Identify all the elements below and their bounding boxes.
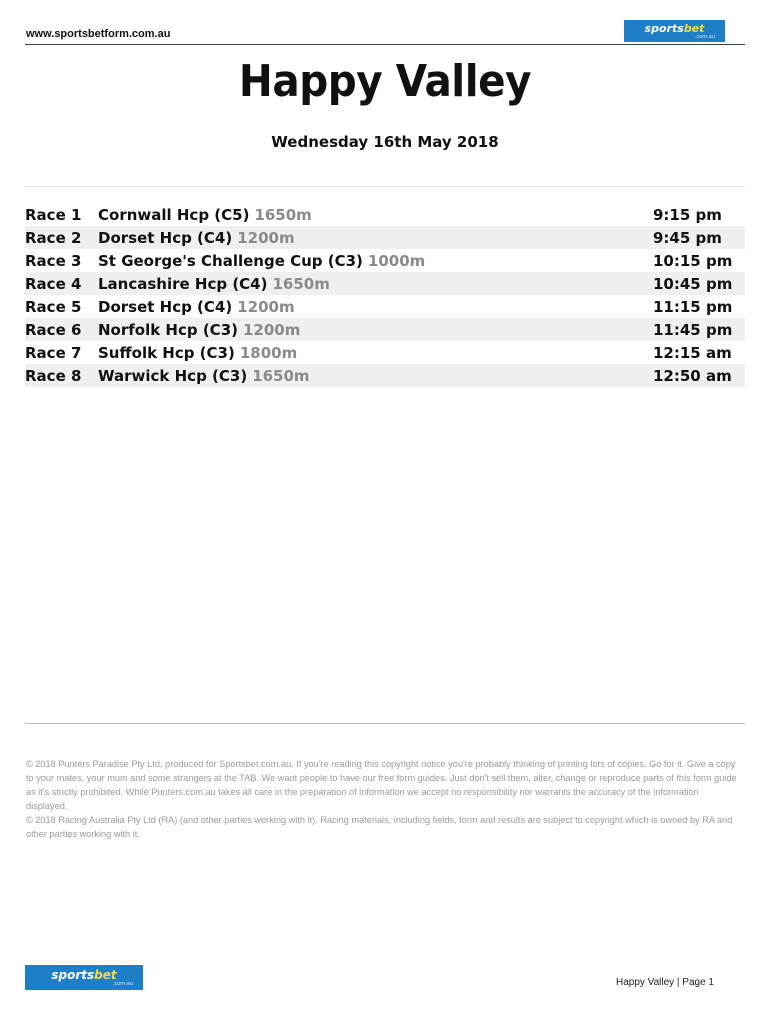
copyright-paragraph: © 2018 Punters Paradise Pty Ltd, produced for Sportsbet.com.au. If you're reading this copyright notice you're probably thinking of printing lots of copies. Go for it. Give a copy to your mates, your mum and some strangers at the TAB. We want people to have our free form guides. Just don't sell them, alter, change or reproduce parts of this form guide as it's strictly prohibited. While Punters.com.au takes all care in the preparation of information we accept no responsibility nor warrants the accuracy of the information displayed.	[26, 759, 737, 811]
race-name: Dorset Hcp (C4)	[98, 297, 233, 316]
race-name-cell	[98, 275, 653, 293]
race-row	[25, 226, 745, 249]
race-distance: 1650m	[254, 205, 312, 224]
race-distance: 1200m	[237, 228, 295, 247]
race-row	[25, 341, 745, 364]
race-time: 9:45 pm	[653, 228, 722, 247]
race-time: 9:15 pm	[653, 205, 722, 224]
race-number: Race 8	[25, 366, 82, 385]
race-number: Race 4	[25, 274, 82, 293]
sportsbet-logo-footer	[25, 965, 143, 990]
race-row	[25, 295, 745, 318]
race-row	[25, 272, 745, 295]
race-name: St George's Challenge Cup (C3)	[98, 251, 363, 270]
race-row	[25, 318, 745, 341]
race-distance: 1200m	[243, 320, 301, 339]
race-name: Cornwall Hcp (C5)	[98, 205, 250, 224]
race-distance: 1000m	[367, 251, 426, 270]
race-time: 10:45 pm	[653, 274, 733, 293]
race-row	[25, 364, 745, 387]
race-row	[25, 249, 745, 272]
race-time: 12:50 am	[653, 366, 732, 385]
race-name-cell	[98, 344, 653, 362]
logo-text-bet: bet	[683, 22, 705, 35]
race-distance: 1800m	[239, 343, 298, 362]
race-time: 10:15 pm	[653, 251, 733, 270]
site-url[interactable]: www.sportsbetform.com.au	[26, 28, 171, 40]
race-time: 11:45 pm	[653, 320, 733, 339]
race-name-cell	[98, 298, 653, 316]
race-name-cell	[98, 321, 653, 339]
race-name: Norfolk Hcp (C3)	[98, 320, 238, 339]
logo-text-sports: sports	[51, 968, 95, 982]
page-footer-label: Happy Valley | Page 1	[615, 977, 714, 988]
race-name-cell	[98, 367, 653, 385]
race-list	[25, 203, 745, 387]
race-distance: 1650m	[272, 274, 330, 293]
logo-text-bet: bet	[94, 968, 117, 982]
header-divider	[25, 44, 745, 45]
race-name: Dorset Hcp (C4)	[98, 228, 233, 247]
logo-subtext: .com.au	[694, 34, 715, 40]
meeting-date: Wednesday 16th May 2018	[271, 133, 499, 151]
race-name: Suffolk Hcp (C3)	[98, 343, 235, 362]
logo-text-sports: sports	[644, 22, 684, 35]
race-number: Race 7	[25, 343, 82, 362]
race-number: Race 2	[25, 228, 82, 247]
copyright-paragraph: © 2018 Racing Australia Pty Ltd (RA) (and other parties working with it). Racing materials, including fields, form and results are subject to copyright which is owned by RA and other parties working with it.	[26, 815, 733, 839]
title-divider	[25, 186, 745, 187]
race-distance: 1200m	[237, 297, 295, 316]
page-title: Happy Valley	[238, 56, 532, 107]
race-time: 12:15 am	[653, 343, 732, 362]
race-time: 11:15 pm	[653, 297, 733, 316]
race-number: Race 3	[25, 251, 82, 270]
race-name: Lancashire Hcp (C4)	[98, 274, 268, 293]
logo-subtext: .com.au	[112, 981, 133, 987]
race-row	[25, 203, 745, 226]
race-name-cell	[98, 252, 653, 270]
race-name: Warwick Hcp (C3)	[98, 366, 248, 385]
footer-divider	[25, 723, 745, 724]
race-number: Race 5	[25, 297, 82, 316]
race-name-cell	[98, 206, 653, 224]
race-name-cell	[98, 229, 653, 247]
race-number: Race 6	[25, 320, 82, 339]
race-number: Race 1	[25, 205, 82, 224]
race-distance: 1650m	[252, 366, 310, 385]
sportsbet-logo	[624, 20, 725, 42]
copyright-notice	[26, 757, 742, 841]
